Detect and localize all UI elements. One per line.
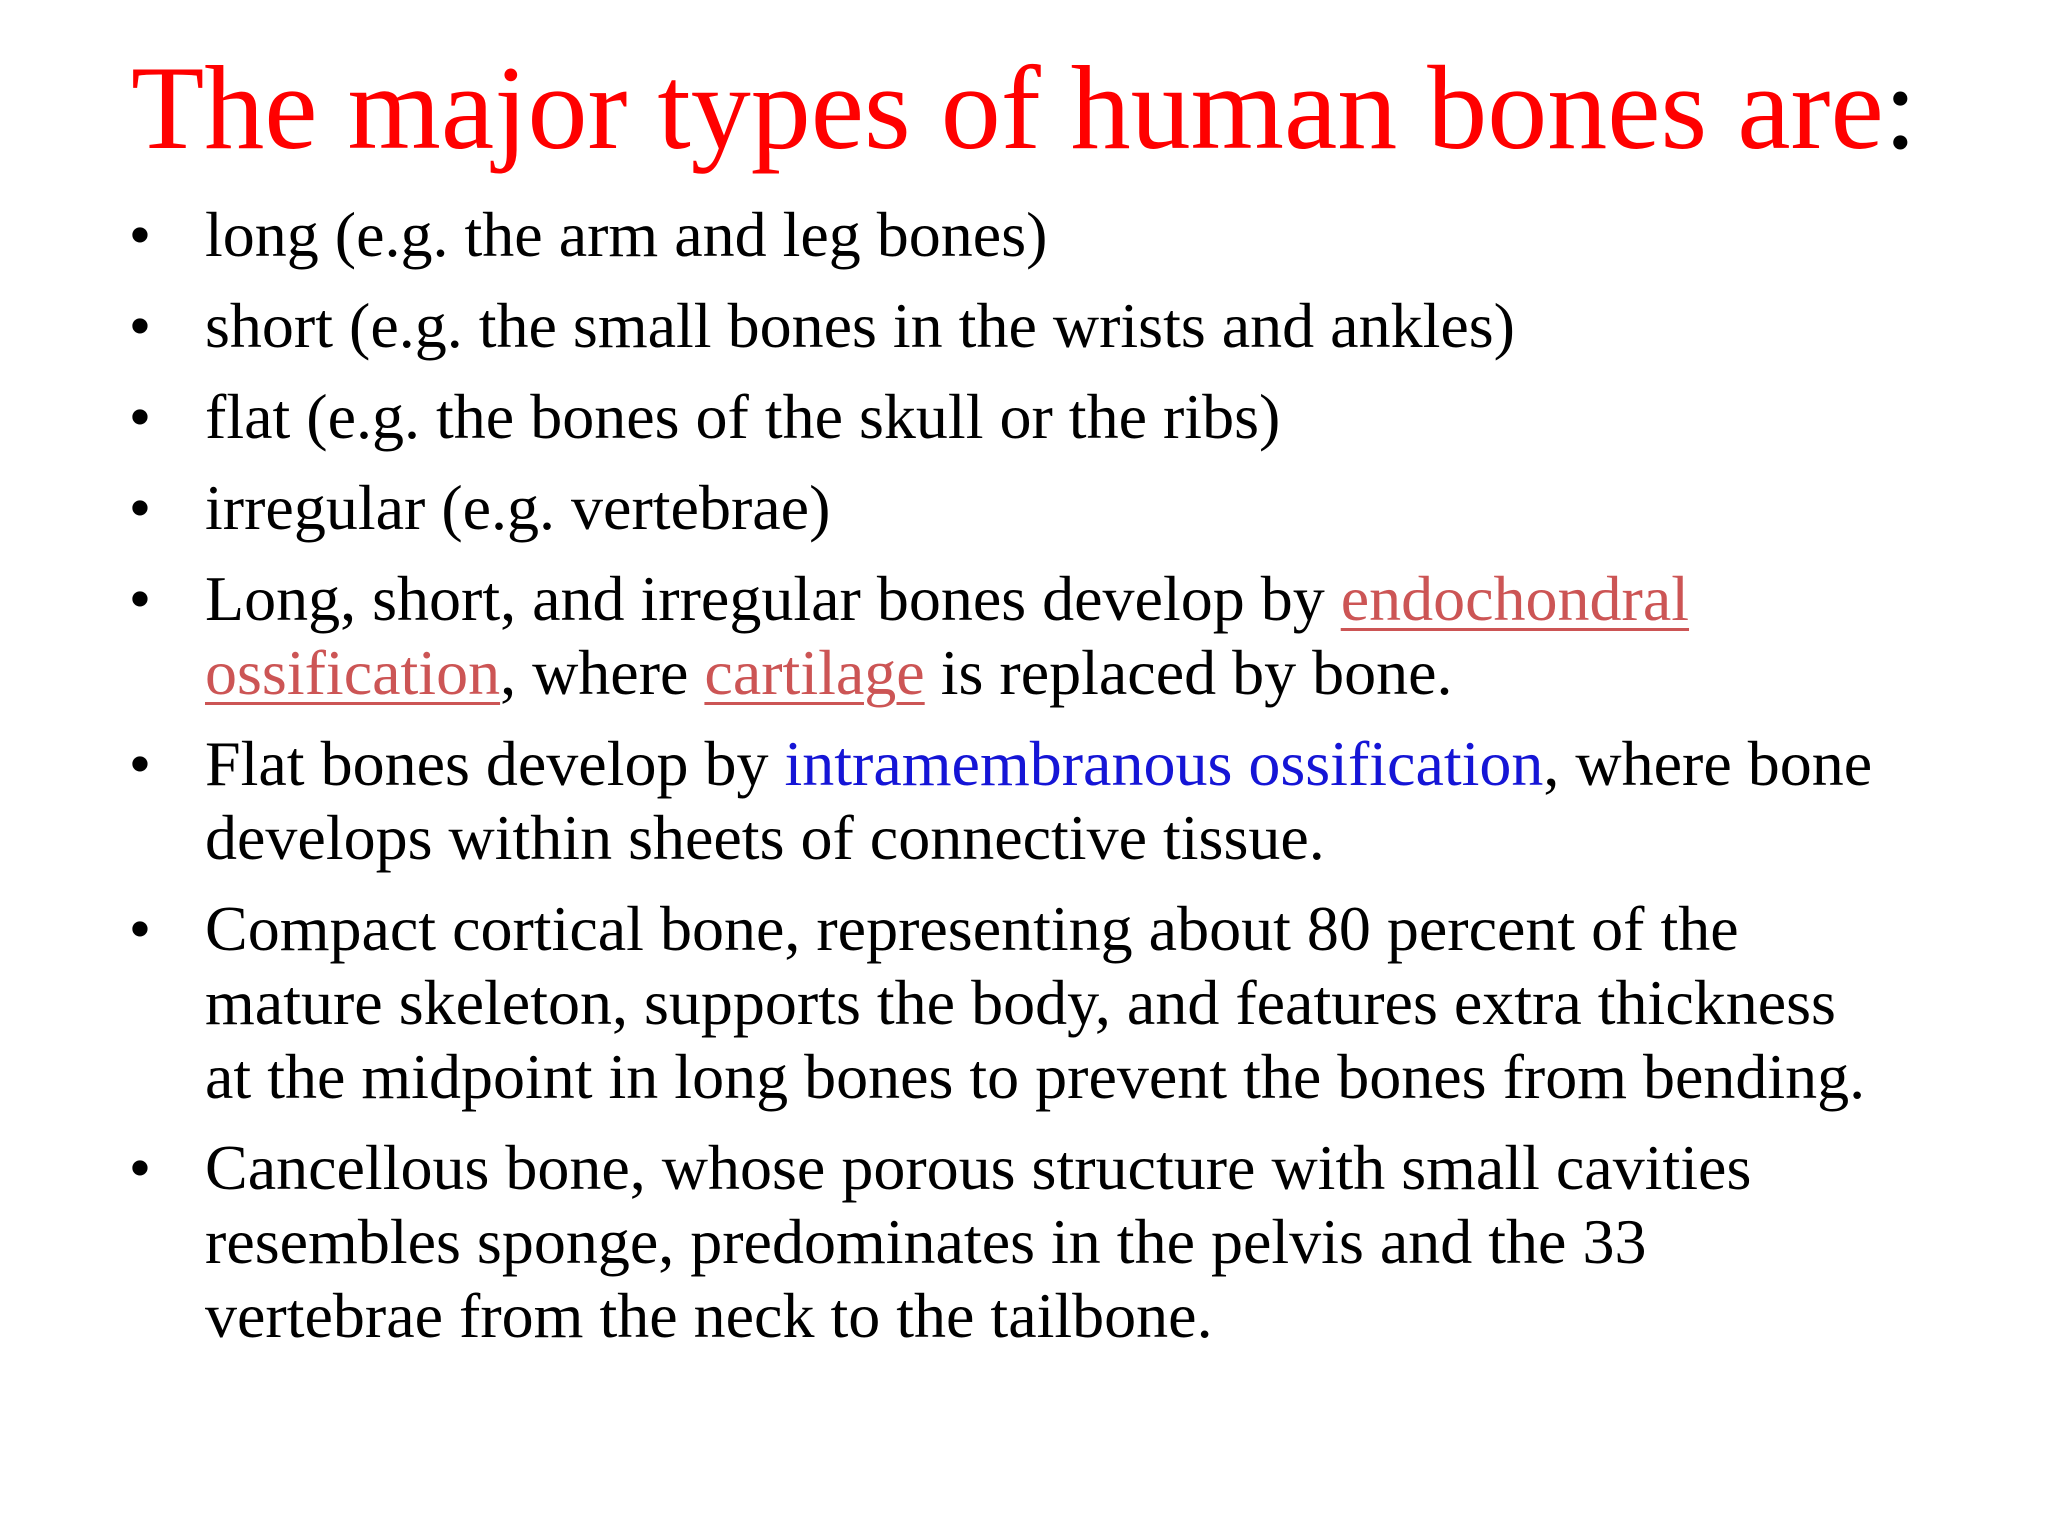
bullet-item-compact — [120, 892, 1880, 1114]
intramembranous-ossification-term: intramembranous ossification — [784, 728, 1544, 799]
bullet-text-intramembranous-pre: Flat bones develop by — [205, 728, 785, 799]
bullet-text-endochondral-pre: Long, short, and irregular bones develop by — [205, 563, 1341, 634]
bullet-text-long: long (e.g. the arm and leg bones) — [205, 199, 1048, 270]
bullet-text-endochondral-post: is replaced by bone. — [924, 637, 1453, 708]
bullet-dot: • — [128, 1132, 152, 1203]
bullet-item-short — [120, 289, 1880, 363]
endochondral-ossification-link[interactable]: endochondral ossification — [205, 563, 1690, 708]
bullet-item-flat — [120, 380, 1880, 454]
bullet-text-flat: flat (e.g. the bones of the skull or the ribs) — [205, 381, 1281, 452]
bullet-text-short: short (e.g. the small bones in the wrists and ankles) — [205, 290, 1515, 361]
bullet-dot: • — [128, 728, 152, 799]
bullet-text-intramembranous-post: , where bone develops within sheets of connective tissue. — [205, 728, 1873, 873]
bullet-text-compact: Compact cortical bone, representing about 80 percent of the mature skeleton, supports the body, and features extra thickness at the midpoint in long bones to prevent the bones from bending. — [205, 893, 1866, 1112]
bullet-item-endochondral — [120, 562, 1880, 710]
bullet-item-cancellous — [120, 1131, 1880, 1353]
bullet-text-endochondral-mid: , where — [500, 637, 705, 708]
cartilage-link[interactable]: cartilage — [704, 637, 925, 708]
bullet-dot: • — [128, 472, 152, 543]
bullet-item-intramembranous — [120, 727, 1880, 875]
bullet-item-long — [120, 198, 1880, 272]
bullet-dot: • — [128, 290, 152, 361]
bullet-dot: • — [128, 199, 152, 270]
bullet-dot: • — [128, 381, 152, 452]
slide-title-colon: : — [1883, 41, 1918, 174]
bullet-list — [120, 198, 1880, 1370]
slide-title-text: The major types of human bones are — [130, 41, 1884, 174]
bullet-dot: • — [128, 563, 152, 634]
bullet-text-irregular: irregular (e.g. vertebrae) — [205, 472, 831, 543]
bullet-item-irregular — [120, 471, 1880, 545]
bullet-text-cancellous: Cancellous bone, whose porous structure with small cavities resembles sponge, predominates in the pelvis and the 33 vertebrae from the neck to the tailbone. — [205, 1132, 1752, 1351]
bullet-dot: • — [128, 893, 152, 964]
slide-title — [0, 38, 2048, 178]
